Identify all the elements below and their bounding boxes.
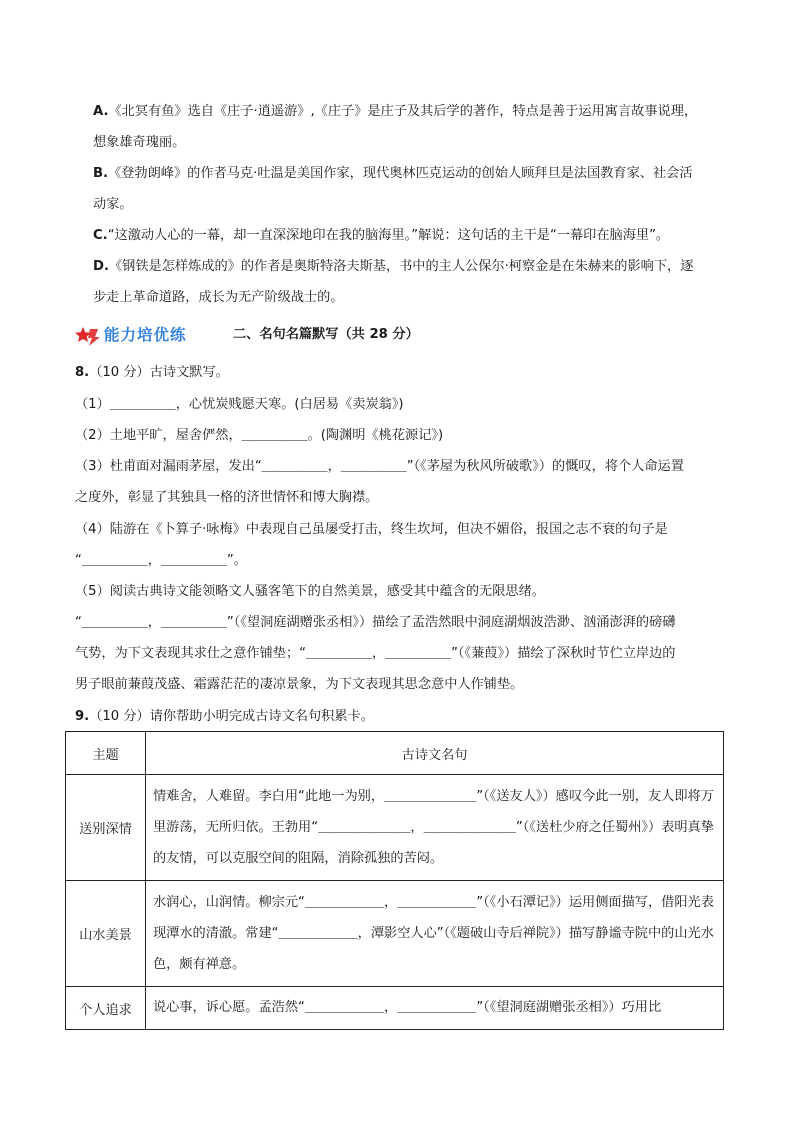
q8-item-5-line-1: （5）阅读古典诗文能领略文人骚客笔下的自然美景，感受其中蕴含的无限思绪。 xyxy=(75,584,545,599)
option-b-line-1 xyxy=(93,165,693,183)
option-b-label: B. xyxy=(93,166,109,181)
header-verses: 古诗文名句 xyxy=(146,732,724,775)
question-8-number: 8. xyxy=(75,365,90,380)
section-heading: 二、名句名篇默写（共 28 分） xyxy=(233,327,419,342)
question-9-number: 9. xyxy=(75,709,90,724)
table-header-row xyxy=(66,732,724,775)
question-9-text: （10 分）请你帮助小明完成古诗文名句积累卡。 xyxy=(89,709,374,724)
question-8-stem xyxy=(75,364,229,382)
q8-item-2: （2）土地平旷，屋舍俨然，＿＿＿＿＿。(陶渊明《桃花源记》) xyxy=(75,428,444,443)
section-title: 能力培优练 xyxy=(104,326,187,344)
q8-item-3-line-1: （3）杜甫面对漏雨茅屋，发出“＿＿＿＿＿，＿＿＿＿＿”（《茅屋为秋风所破歌》）的慨叹，将个人命运置 xyxy=(75,459,684,474)
option-b-text: 《登勃朗峰》的作者马克·吐温是美国作家，现代奥林匹克运动的创始人顾拜旦是法国教育家、社会活 xyxy=(108,166,693,181)
accumulation-card-table xyxy=(65,731,724,1030)
q8-item-3-line-2: 之度外，彰显了其独具一格的济世情怀和博大胸襟。 xyxy=(75,490,379,505)
section-header xyxy=(74,322,724,350)
q8-item-5-line-3: 气势，为下文表现其求仕之意作铺垫；“＿＿＿＿＿，＿＿＿＿＿”（《蒹葭》）描绘了深秋时节伫立岸边的 xyxy=(75,646,676,661)
option-c-text: “这激动人心的一幕，却一直深深地印在我的脑海里。”解说：这句话的主干是“一幕印在脑海里”。 xyxy=(107,228,670,243)
q8-item-4-line-2: “＿＿＿＿＿，＿＿＿＿＿”。 xyxy=(75,553,247,568)
q8-item-5-line-4: 男子眼前蒹葭茂盛、霜露茫茫的凄凉景象，为下文表现其思念意中人作铺垫。 xyxy=(75,677,524,692)
option-c-line-1 xyxy=(93,227,669,245)
question-9-stem xyxy=(75,708,374,726)
row-content: 情难舍，人难留。李白用“此地一为别，＿＿＿＿＿＿＿”（《送友人》）感叹今此一别，友人即将万里游荡，无所归依。王勃用“＿＿＿＿＿＿＿，＿＿＿＿＿＿＿”（《送杜少府之任蜀州》）表明真挚的友情，可以克服空间的阻隔，消除孤独的苦闷。 xyxy=(146,775,724,881)
option-a-line-2: 想象雄奇瑰丽。 xyxy=(93,135,186,150)
option-a-text: 《北冥有鱼》选自《庄子·逍遥游》,《庄子》是庄子及其后学的著作，特点是善于运用寓言故事说理， xyxy=(108,104,698,119)
row-content: 说心事，诉心愿。孟浩然“＿＿＿＿＿＿，＿＿＿＿＿＿”（《望洞庭湖赠张丞相》）巧用比 xyxy=(146,987,724,1030)
option-b-line-2: 动家。 xyxy=(93,197,133,212)
q8-item-5-line-2: “＿＿＿＿＿，＿＿＿＿＿”（《望洞庭湖赠张丞相》）描绘了孟浩然眼中洞庭湖烟波浩渺、汹涌澎湃的磅礴 xyxy=(75,615,676,630)
table-row xyxy=(66,881,724,987)
row-topic: 送别深情 xyxy=(66,775,146,881)
option-a-line-1 xyxy=(93,103,697,121)
question-8-text: （10 分）古诗文默写。 xyxy=(89,365,229,380)
row-content: 水润心，山润情。柳宗元“＿＿＿＿＿＿，＿＿＿＿＿＿”（《小石潭记》）运用侧面描写，借阳光表现潭水的清澈。常建“＿＿＿＿＿＿，潭影空人心”（《题破山寺后禅院》）描写静谧寺院中的山光水色，颇有禅意。 xyxy=(146,881,724,987)
q8-item-4-line-1: （4）陆游在《卜算子·咏梅》中表现自己虽屡受打击，终生坎坷，但决不媚俗，报国之志不衰的句子是 xyxy=(75,522,668,537)
row-topic: 山水美景 xyxy=(66,881,146,987)
table-row xyxy=(66,775,724,881)
option-c-label: C. xyxy=(93,228,108,243)
option-d-label: D. xyxy=(93,259,109,274)
option-a-label: A. xyxy=(93,104,109,119)
header-topic: 主题 xyxy=(66,732,146,775)
table-row xyxy=(66,987,724,1030)
option-d-text: 《钢铁是怎样炼成的》的作者是奥斯特洛夫斯基，书中的主人公保尔·柯察金是在朱赫来的影响下，逐 xyxy=(108,259,694,274)
option-d-line-2: 步走上革命道路，成长为无产阶级战士的。 xyxy=(93,290,344,305)
row-topic: 个人追求 xyxy=(66,987,146,1030)
q8-item-1: （1）＿＿＿＿＿，心忧炭贱愿天寒。(白居易《卖炭翁》) xyxy=(75,397,404,412)
option-d-line-1 xyxy=(93,258,693,276)
star-badge-icon xyxy=(74,325,102,347)
